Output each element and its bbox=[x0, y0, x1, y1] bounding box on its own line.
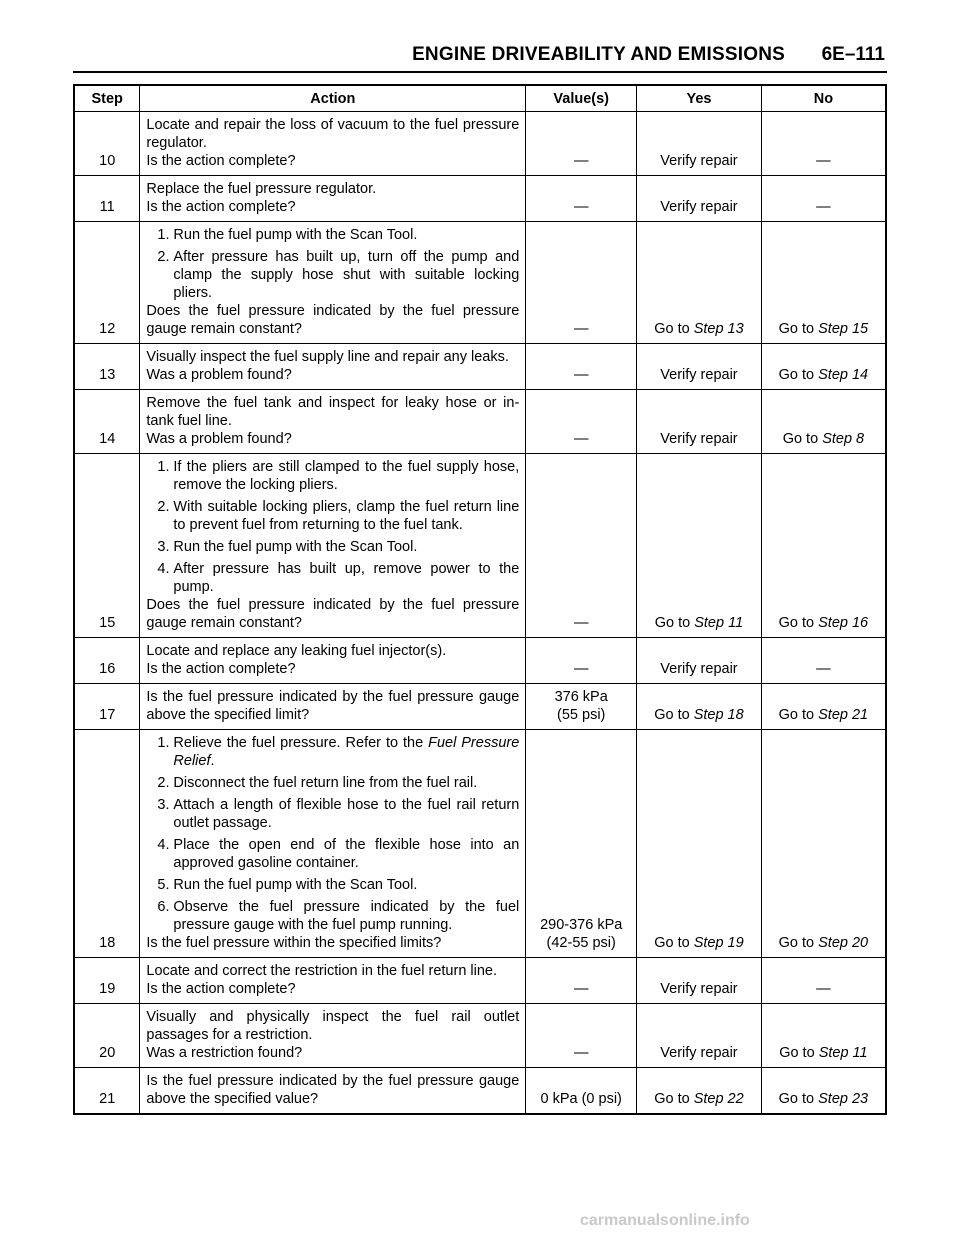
table-row bbox=[74, 222, 886, 344]
table-row bbox=[74, 176, 886, 222]
action-question: Is the fuel pressure within the specified limits? bbox=[146, 935, 442, 951]
yes-outcome-step-link: Step 13 bbox=[693, 321, 744, 337]
yes-outcome-cell bbox=[637, 176, 762, 222]
no-outcome-step-link: Step 8 bbox=[822, 431, 865, 447]
no-outcome-cell bbox=[761, 454, 886, 638]
value-cell: — bbox=[526, 454, 637, 638]
action-item-number: 2. bbox=[157, 499, 170, 515]
no-outcome-text: — bbox=[816, 153, 831, 169]
yes-outcome-cell bbox=[637, 112, 762, 176]
no-outcome-cell bbox=[761, 684, 886, 730]
action-item-text: Observe the fuel pressure indicated by the fuel pressure gauge with the fuel pump running. bbox=[173, 899, 520, 933]
action-item-text: After pressure has built up, turn off the pump and clamp the supply hose shut with suitable locking pliers. bbox=[173, 249, 520, 301]
action-item-text: Relieve the fuel pressure. Refer to the bbox=[173, 735, 429, 751]
action-item-number: 6. bbox=[157, 899, 170, 915]
step-number: 10 bbox=[74, 112, 140, 176]
no-outcome-step-link: Step 21 bbox=[818, 707, 869, 723]
action-cell bbox=[140, 222, 526, 344]
action-item-text: Run the fuel pump with the Scan Tool. bbox=[173, 877, 418, 893]
action-item-number: 4. bbox=[157, 837, 170, 853]
yes-outcome-cell bbox=[637, 1068, 762, 1115]
action-list-item bbox=[146, 248, 519, 302]
step-number: 15 bbox=[74, 454, 140, 638]
yes-outcome-step-link: Step 11 bbox=[694, 615, 744, 631]
action-list-item bbox=[146, 796, 519, 832]
action-question: Visually inspect the fuel supply line and repair any leaks. Was a problem found? bbox=[146, 349, 509, 383]
page-number: 6E–111 bbox=[821, 44, 885, 65]
table-row bbox=[74, 1068, 886, 1115]
action-item-number: 5. bbox=[157, 877, 170, 893]
no-outcome-step-link: Step 20 bbox=[818, 935, 869, 951]
no-outcome-step-link: Step 15 bbox=[818, 321, 869, 337]
no-outcome-cell bbox=[761, 730, 886, 958]
yes-outcome-text: Verify repair bbox=[660, 153, 738, 169]
section-title: ENGINE DRIVEABILITY AND EMISSIONS bbox=[412, 44, 785, 65]
yes-outcome-step-link: Step 22 bbox=[693, 1091, 744, 1107]
action-list-item bbox=[146, 876, 519, 894]
value-cell: — bbox=[526, 958, 637, 1004]
action-item-text: Run the fuel pump with the Scan Tool. bbox=[173, 539, 418, 555]
action-list-item bbox=[146, 498, 519, 534]
action-list-item bbox=[146, 734, 519, 770]
table-row bbox=[74, 390, 886, 454]
action-list-item bbox=[146, 226, 519, 244]
step-number: 12 bbox=[74, 222, 140, 344]
action-item-number: 1. bbox=[157, 227, 170, 243]
no-outcome-cell bbox=[761, 1068, 886, 1115]
diagnostic-table bbox=[73, 84, 887, 1115]
step-number: 17 bbox=[74, 684, 140, 730]
no-outcome-text: Go to bbox=[782, 431, 823, 447]
action-item-text: Place the open end of the flexible hose into an approved gasoline container. bbox=[173, 837, 520, 871]
no-outcome-step-link: Step 14 bbox=[818, 367, 869, 383]
yes-outcome-text: Verify repair bbox=[660, 981, 738, 997]
value-cell: — bbox=[526, 112, 637, 176]
action-cell bbox=[140, 112, 526, 176]
action-cell bbox=[140, 390, 526, 454]
table-row bbox=[74, 1004, 886, 1068]
column-header-no: No bbox=[761, 85, 886, 112]
action-item-text: With suitable locking pliers, clamp the fuel return line to prevent fuel from returning to the fuel tank. bbox=[173, 499, 520, 533]
value-cell: — bbox=[526, 176, 637, 222]
yes-outcome-text: Verify repair bbox=[660, 199, 738, 215]
action-list-item bbox=[146, 458, 519, 494]
no-outcome-cell bbox=[761, 344, 886, 390]
column-header-step: Step bbox=[74, 85, 140, 112]
action-question: Locate and replace any leaking fuel injector(s). Is the action complete? bbox=[146, 643, 447, 677]
action-cell bbox=[140, 958, 526, 1004]
action-question: Is the fuel pressure indicated by the fuel pressure gauge above the specified limit? bbox=[146, 689, 520, 723]
column-header-action: Action bbox=[140, 85, 526, 112]
no-outcome-text: — bbox=[816, 199, 831, 215]
action-item-number: 1. bbox=[157, 459, 170, 475]
table-header-row bbox=[74, 85, 886, 112]
yes-outcome-text: Go to bbox=[654, 707, 694, 723]
yes-outcome-cell bbox=[637, 638, 762, 684]
step-number: 16 bbox=[74, 638, 140, 684]
step-number: 20 bbox=[74, 1004, 140, 1068]
action-cell bbox=[140, 730, 526, 958]
yes-outcome-cell bbox=[637, 344, 762, 390]
table-row bbox=[74, 958, 886, 1004]
action-item-text: If the pliers are still clamped to the fuel supply hose, remove the locking pliers. bbox=[173, 459, 520, 493]
action-cell bbox=[140, 344, 526, 390]
no-outcome-text: Go to bbox=[778, 367, 819, 383]
value-cell: — bbox=[526, 222, 637, 344]
yes-outcome-text: Go to bbox=[654, 935, 694, 951]
no-outcome-text: Go to bbox=[778, 1091, 819, 1107]
yes-outcome-cell bbox=[637, 730, 762, 958]
yes-outcome-cell bbox=[637, 958, 762, 1004]
action-question: Locate and correct the restriction in the fuel return line. Is the action complete? bbox=[146, 963, 498, 997]
table-body bbox=[74, 112, 886, 1115]
column-header-values: Value(s) bbox=[526, 85, 637, 112]
value-cell: 376 kPa (55 psi) bbox=[526, 684, 637, 730]
step-number: 11 bbox=[74, 176, 140, 222]
yes-outcome-cell bbox=[637, 684, 762, 730]
action-question: Does the fuel pressure indicated by the fuel pressure gauge remain constant? bbox=[146, 597, 520, 631]
table-row bbox=[74, 684, 886, 730]
yes-outcome-text: Verify repair bbox=[660, 431, 738, 447]
no-outcome-step-link: Step 23 bbox=[818, 1091, 869, 1107]
action-cell bbox=[140, 454, 526, 638]
no-outcome-step-link: Step 11 bbox=[818, 1045, 868, 1061]
no-outcome-cell bbox=[761, 222, 886, 344]
action-cell bbox=[140, 638, 526, 684]
footer-watermark: carmanualsonline.info bbox=[580, 1212, 750, 1229]
yes-outcome-text: Verify repair bbox=[660, 1045, 738, 1061]
action-item-number: 3. bbox=[157, 797, 170, 813]
action-question: Visually and physically inspect the fuel rail outlet passages for a restriction. Was a restriction found? bbox=[146, 1009, 520, 1061]
value-cell: — bbox=[526, 1004, 637, 1068]
yes-outcome-cell bbox=[637, 1004, 762, 1068]
yes-outcome-text: Verify repair bbox=[660, 661, 738, 677]
step-number: 21 bbox=[74, 1068, 140, 1115]
yes-outcome-step-link: Step 19 bbox=[693, 935, 744, 951]
table-row bbox=[74, 112, 886, 176]
no-outcome-cell bbox=[761, 112, 886, 176]
page-header bbox=[73, 44, 887, 73]
action-item-text: Attach a length of flexible hose to the fuel rail return outlet passage. bbox=[173, 797, 520, 831]
step-number: 13 bbox=[74, 344, 140, 390]
action-item-number: 4. bbox=[157, 561, 170, 577]
action-list-item bbox=[146, 898, 519, 934]
action-list-item bbox=[146, 836, 519, 872]
action-item-number: 2. bbox=[157, 249, 170, 265]
action-question: Replace the fuel pressure regulator. Is the action complete? bbox=[146, 181, 377, 215]
no-outcome-text: Go to bbox=[778, 707, 819, 723]
action-item-text: After pressure has built up, remove power to the pump. bbox=[173, 561, 520, 595]
no-outcome-text: — bbox=[816, 661, 831, 677]
no-outcome-cell bbox=[761, 1004, 886, 1068]
action-cell bbox=[140, 684, 526, 730]
value-cell: 0 kPa (0 psi) bbox=[526, 1068, 637, 1115]
action-item-number: 3. bbox=[157, 539, 170, 555]
step-number: 19 bbox=[74, 958, 140, 1004]
action-item-reference: Fuel Pressure Relief bbox=[173, 735, 520, 769]
no-outcome-cell bbox=[761, 390, 886, 454]
yes-outcome-cell bbox=[637, 390, 762, 454]
yes-outcome-text: Go to bbox=[654, 615, 695, 631]
table-row bbox=[74, 454, 886, 638]
no-outcome-text: Go to bbox=[778, 321, 819, 337]
table-row bbox=[74, 730, 886, 958]
no-outcome-cell bbox=[761, 958, 886, 1004]
column-header-yes: Yes bbox=[637, 85, 762, 112]
action-item-number: 1. bbox=[157, 735, 170, 751]
yes-outcome-cell bbox=[637, 222, 762, 344]
action-item-text: Disconnect the fuel return line from the fuel rail. bbox=[173, 775, 478, 791]
yes-outcome-text: Go to bbox=[654, 1091, 694, 1107]
action-question: Does the fuel pressure indicated by the fuel pressure gauge remain constant? bbox=[146, 303, 520, 337]
table-row bbox=[74, 638, 886, 684]
action-list-item bbox=[146, 560, 519, 596]
no-outcome-text: Go to bbox=[779, 1045, 819, 1061]
value-cell: 290-376 kPa (42-55 psi) bbox=[526, 730, 637, 958]
value-cell: — bbox=[526, 390, 637, 454]
no-outcome-step-link: Step 16 bbox=[818, 615, 869, 631]
yes-outcome-step-link: Step 18 bbox=[693, 707, 744, 723]
yes-outcome-text: Go to bbox=[654, 321, 694, 337]
action-list-item bbox=[146, 774, 519, 792]
step-number: 18 bbox=[74, 730, 140, 958]
no-outcome-text: Go to bbox=[778, 935, 819, 951]
value-cell: — bbox=[526, 344, 637, 390]
no-outcome-cell bbox=[761, 176, 886, 222]
no-outcome-text: Go to bbox=[778, 615, 819, 631]
action-list-item bbox=[146, 538, 519, 556]
no-outcome-text: — bbox=[816, 981, 831, 997]
yes-outcome-text: Verify repair bbox=[660, 367, 738, 383]
action-question: Locate and repair the loss of vacuum to the fuel pressure regulator. Is the action complete? bbox=[146, 117, 520, 169]
action-question: Is the fuel pressure indicated by the fuel pressure gauge above the specified value? bbox=[146, 1073, 520, 1107]
action-item-suffix: . bbox=[210, 753, 215, 769]
yes-outcome-cell bbox=[637, 454, 762, 638]
action-cell bbox=[140, 1068, 526, 1115]
step-number: 14 bbox=[74, 390, 140, 454]
action-item-number: 2. bbox=[157, 775, 170, 791]
value-cell: — bbox=[526, 638, 637, 684]
action-cell bbox=[140, 1004, 526, 1068]
table-row bbox=[74, 344, 886, 390]
no-outcome-cell bbox=[761, 638, 886, 684]
action-item-text: Run the fuel pump with the Scan Tool. bbox=[173, 227, 418, 243]
action-cell bbox=[140, 176, 526, 222]
action-question: Remove the fuel tank and inspect for leaky hose or in-tank fuel line. Was a problem found? bbox=[146, 395, 520, 447]
